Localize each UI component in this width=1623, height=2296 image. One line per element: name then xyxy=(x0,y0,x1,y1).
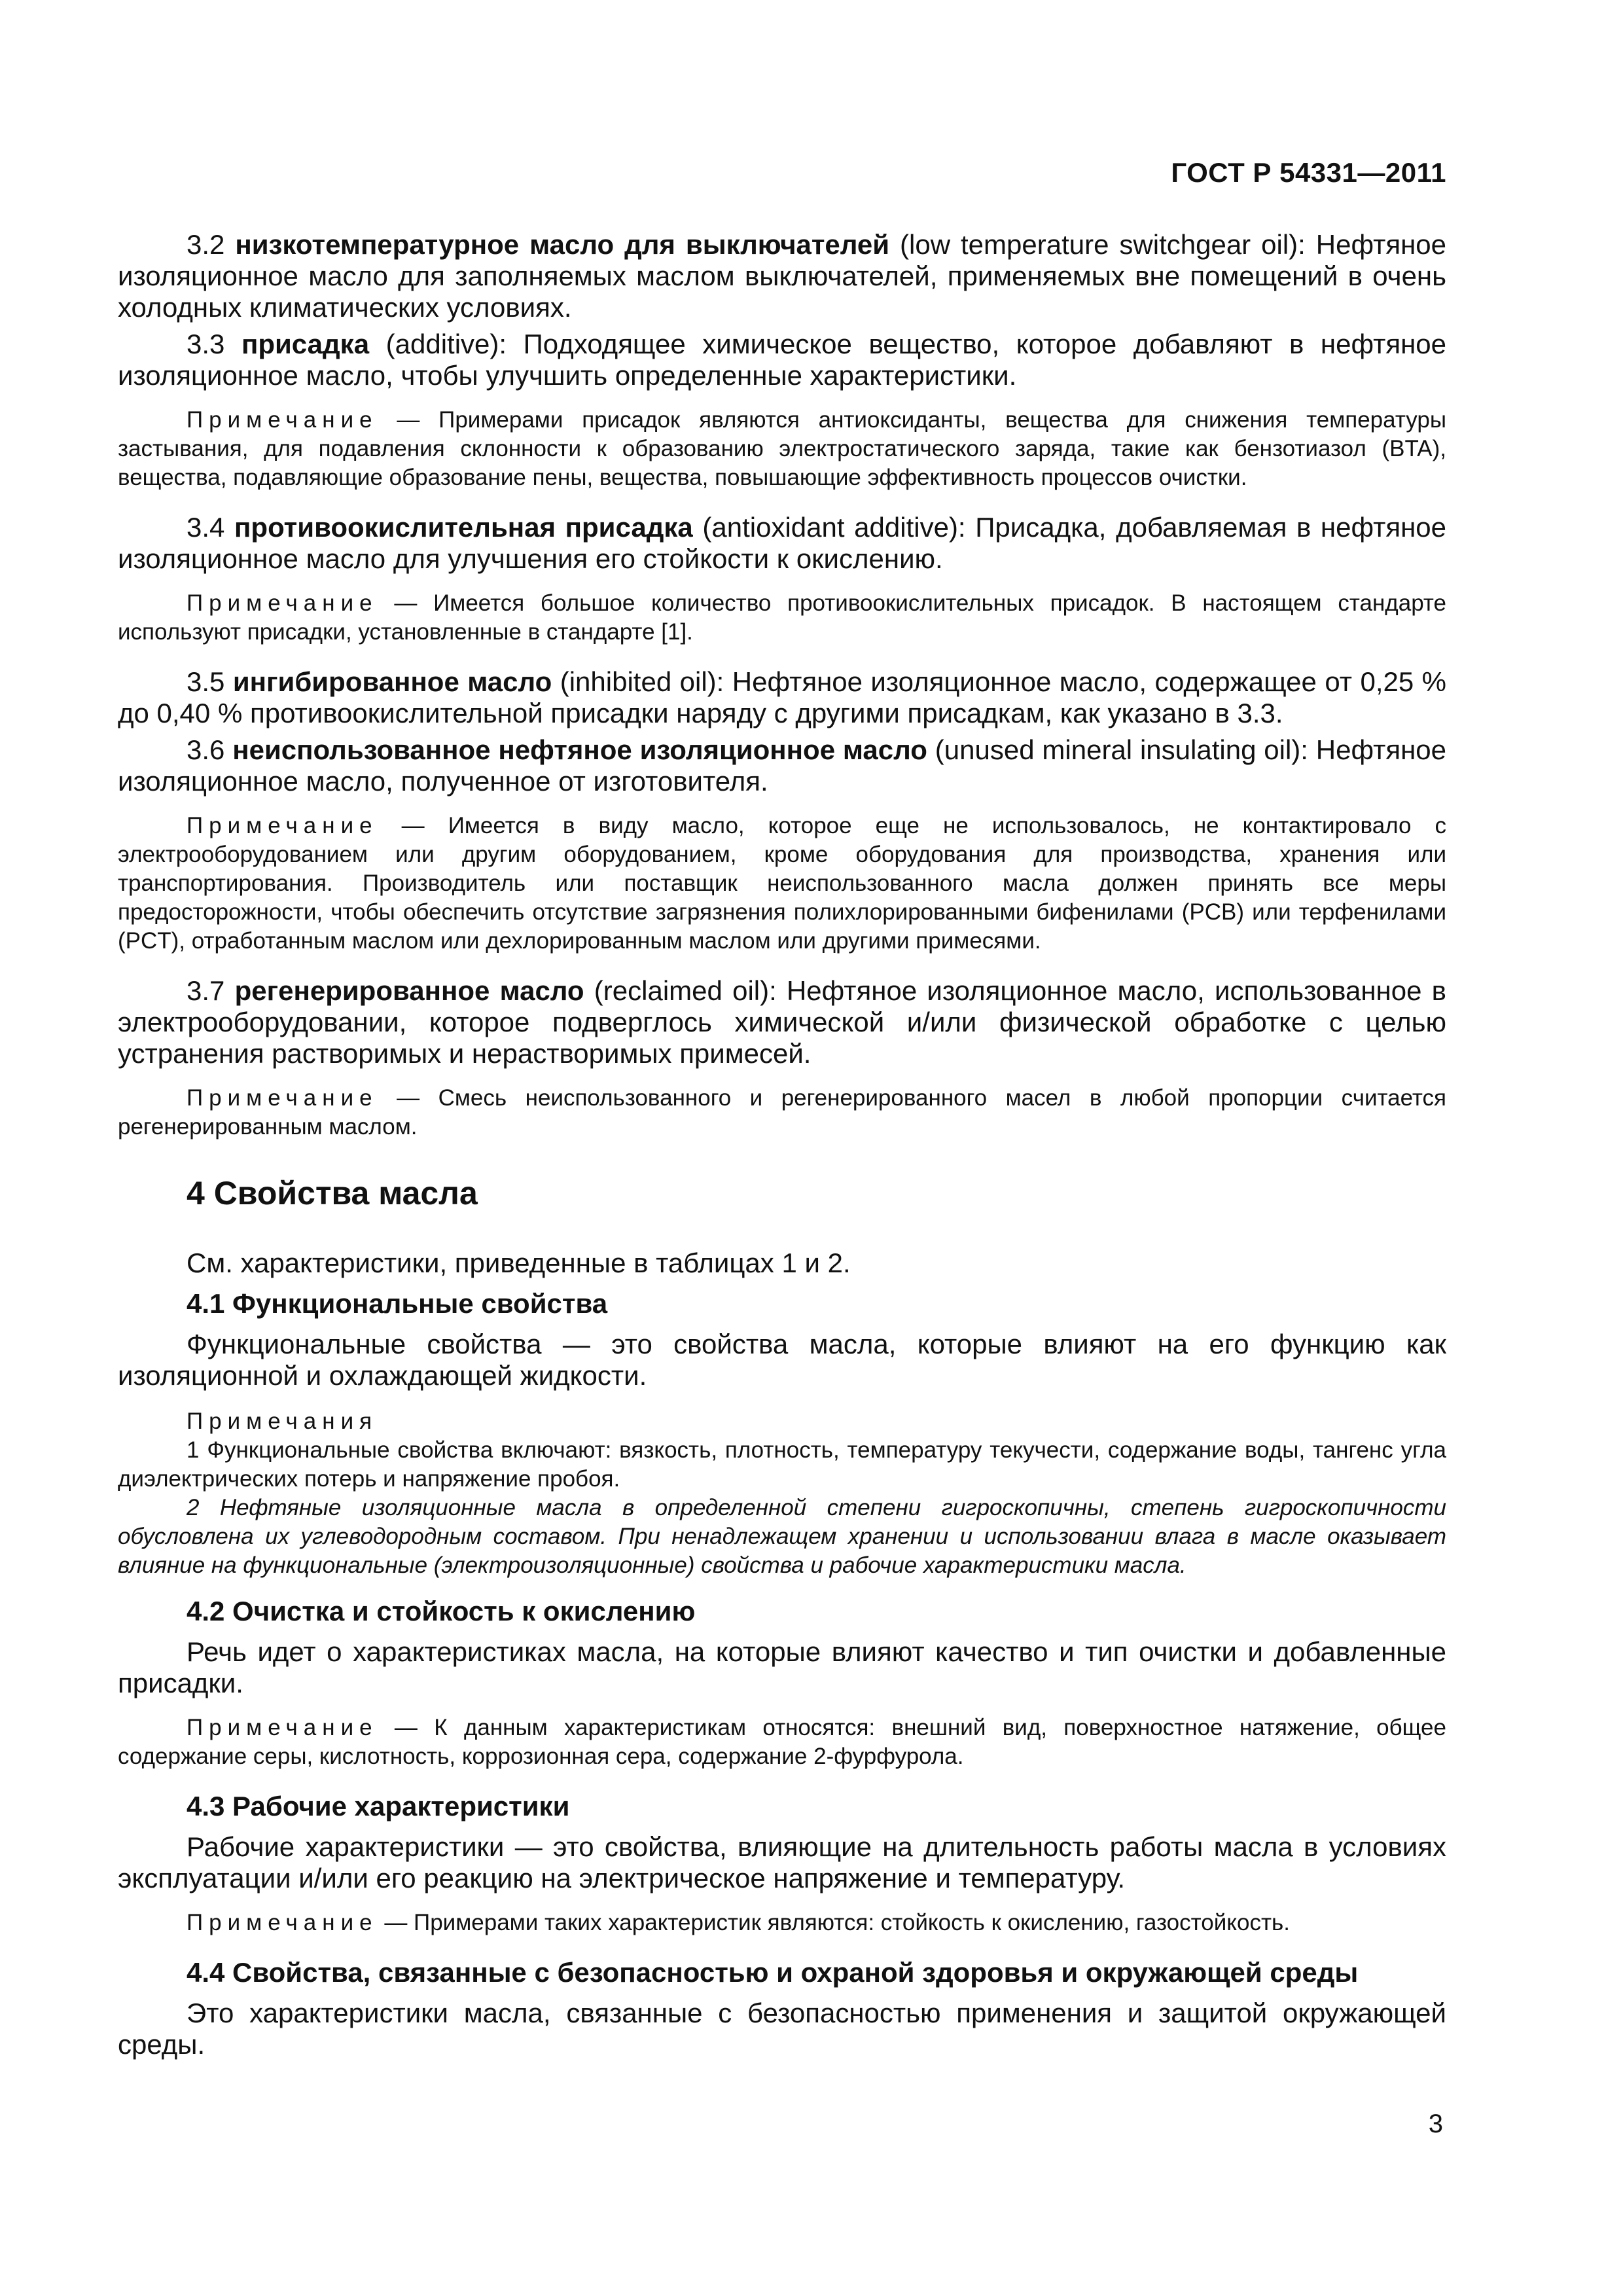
note-text: — Примерами присадок являются антиоксиданты, вещества для снижения температуры застывания, для подавления склонности к образованию электростатического заряда, такие как бензотиазол (BTA), вещества, подавляющие образование пены, вещества, повышающие эффективность процессов очистки. xyxy=(118,407,1446,490)
term-definition: (antioxidant additive): Присадка, добавляемая в нефтяное изоляционное масло для улучшения его стойкости к окислению. xyxy=(118,512,1447,574)
note-label: Примечание xyxy=(187,1085,378,1111)
term-definition: (additive): Подходящее химическое вещество, которое добавляют в нефтяное изоляционное масло, чтобы улучшить определенные характеристики. xyxy=(118,329,1446,391)
note-4-2 xyxy=(118,1713,1446,1771)
subsection-4-1-heading: 4.1 Функциональные свойства xyxy=(187,1288,608,1319)
term-definition: (low temperature switchgear oil): Нефтяное изоляционное масло для заполняемых маслом выключателей, применяемых вне помещений в очень холодных климатических условиях. xyxy=(118,229,1446,323)
term-number: 3.2 xyxy=(187,229,225,260)
term-3-7 xyxy=(118,975,1446,1069)
note-4-1-2: 2 Нефтяные изоляционные масла в определенной степени гигроскопичны, степень гигроскопичности обусловлена их углеводородным составом. При ненадлежащем хранении и использовании влага в масле оказывает влияние на функциональные (электроизоляционные) свойства и рабочие характеристики масла. xyxy=(118,1495,1446,1578)
note-4-3 xyxy=(118,1909,1446,1937)
subsection-4-4-heading: 4.4 Свойства, связанные с безопасностью и охраной здоровья и окружающей среды xyxy=(187,1957,1359,1988)
term-number: 3.6 xyxy=(187,734,225,765)
note-text: — Имеется в виду масло, которое еще не использовалось, не контактировало с электрооборудованием или другим оборудованием, кроме оборудования для производства, хранения или транспортирования. Производитель или поставщик неиспользованного масла должен принять все меры предосторожности, чтобы обеспечить отсутствие загрязнения полихлорированными бифенилами (PCB) или терфенилами (PCT), отработанным маслом или дехлорированным маслом или другими примесями. xyxy=(118,813,1446,954)
page-number: 3 xyxy=(1428,2109,1443,2138)
term-number: 3.5 xyxy=(187,666,225,697)
note-3-3 xyxy=(118,406,1446,492)
subsection-4-1-text: Функциональные свойства — это свойства масла, которые влияют на его функцию как изоляционной и охлаждающей жидкости. xyxy=(118,1329,1446,1391)
section-4-intro: См. характеристики, приведенные в таблицах 1 и 2. xyxy=(187,1247,851,1278)
subsection-4-2-heading: 4.2 Очистка и стойкость к окислению xyxy=(187,1596,696,1626)
term-definition: (inhibited oil): Нефтяное изоляционное масло, содержащее от 0,25 % до 0,40 % противоокислительной присадки наряду с другими присадкам, как указано в 3.3. xyxy=(118,666,1446,728)
term-title: ингибированное масло xyxy=(232,666,552,697)
note-text: — К данным характеристикам относятся: внешний вид, поверхностное натяжение, общее содержание серы, кислотность, коррозионная сера, содержание 2-фурфурола. xyxy=(118,1715,1446,1769)
note-label: Примечание xyxy=(187,1715,378,1740)
term-title: неиспользованное нефтяное изоляционное масло xyxy=(232,734,927,765)
term-3-3 xyxy=(118,329,1446,391)
subsection-4-2-text: Речь идет о характеристиках масла, на которые влияют качество и тип очистки и добавленные присадки. xyxy=(118,1636,1446,1698)
note-label: Примечание xyxy=(187,1910,378,1935)
term-title: противоокислительная присадка xyxy=(234,512,693,543)
term-title: присадка xyxy=(241,329,370,359)
note-3-7 xyxy=(118,1084,1446,1141)
term-title: регенерированное масло xyxy=(234,975,584,1006)
subsection-4-3-heading: 4.3 Рабочие характеристики xyxy=(187,1791,570,1821)
document-header: ГОСТ Р 54331—2011 xyxy=(1171,157,1446,188)
term-definition: (unused mineral insulating oil): Нефтяное изоляционное масло, полученное от изготовителя. xyxy=(118,734,1447,797)
note-text: — Смесь неиспользованного и регенерированного масел в любой пропорции считается регенерированным маслом. xyxy=(118,1085,1446,1139)
term-3-2 xyxy=(118,229,1446,323)
term-3-5 xyxy=(118,666,1446,729)
subsection-4-4-text: Это характеристики масла, связанные с безопасностью применения и защитой окружающей среды. xyxy=(118,1998,1446,2060)
note-3-4 xyxy=(118,589,1446,647)
section-4-heading: 4 Свойства масла xyxy=(187,1175,478,1211)
note-3-6 xyxy=(118,812,1446,956)
term-definition: (reclaimed oil): Нефтяное изоляционное масло, использованное в электрооборудовании, которое подверглось химической и/или физической обработке с целью устранения растворимых и нерастворимых примесей. xyxy=(118,975,1446,1069)
term-3-4 xyxy=(118,512,1446,575)
term-title: низкотемпературное масло для выключателей xyxy=(235,229,890,260)
note-4-1-1: 1 Функциональные свойства включают: вязкость, плотность, температуру текучести, содержание воды, тангенс угла диэлектрических потерь и напряжение пробоя. xyxy=(118,1437,1446,1492)
subsection-4-3-text: Рабочие характеристики — это свойства, влияющие на длительность работы масла в условиях эксплуатации и/или его реакцию на электрическое напряжение и температуру. xyxy=(118,1831,1446,1893)
note-label: Примечание xyxy=(187,590,378,616)
document-body xyxy=(118,229,1446,2066)
notes-label: Примечания xyxy=(187,1408,378,1434)
term-number: 3.7 xyxy=(187,975,225,1006)
term-3-6 xyxy=(118,734,1446,797)
term-number: 3.4 xyxy=(187,512,225,543)
note-label: Примечание xyxy=(187,407,378,433)
term-number: 3.3 xyxy=(187,329,225,359)
note-text: — Примерами таких характеристик являются: стойкость к окислению, газостойкость. xyxy=(378,1910,1290,1935)
note-label: Примечание xyxy=(187,813,378,838)
note-text: — Имеется большое количество противоокислительных присадок. В настоящем стандарте используют присадки, установленные в стандарте [1]. xyxy=(118,590,1446,645)
